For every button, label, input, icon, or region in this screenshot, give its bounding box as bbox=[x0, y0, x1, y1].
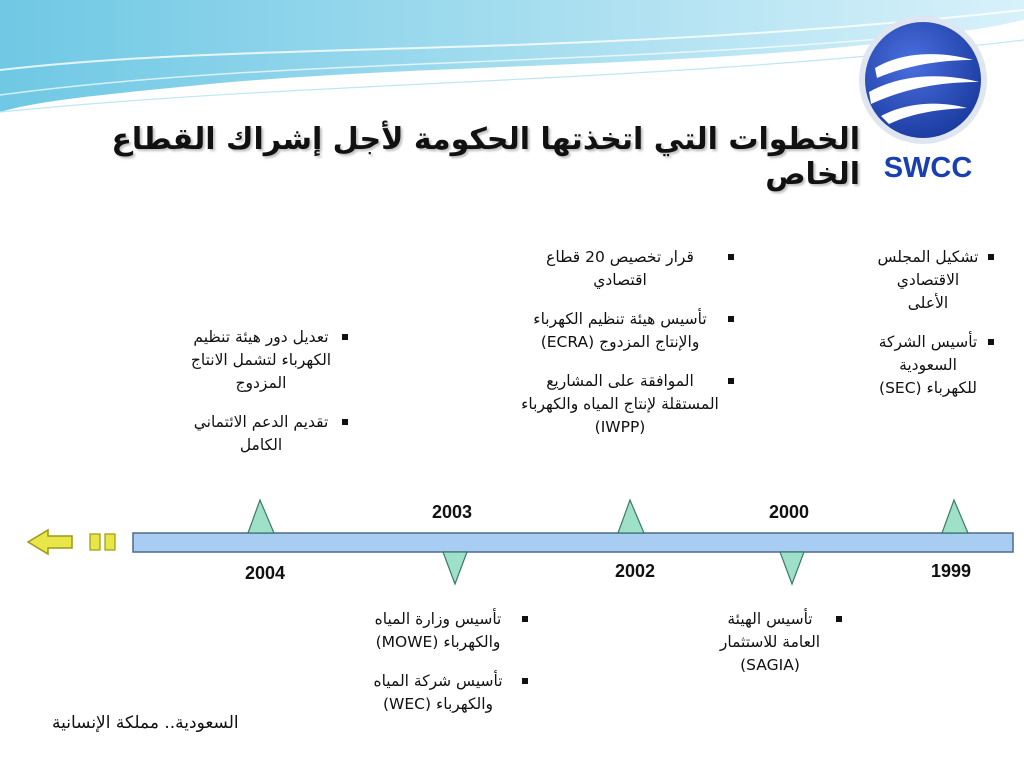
timeline-bar bbox=[133, 533, 1013, 552]
events-1999 bbox=[876, 246, 980, 416]
marker-2004 bbox=[248, 500, 274, 533]
event-item: تعديل دور هيئة تنظيم الكهرباء لتشمل الانتاج المزدوج bbox=[188, 326, 334, 395]
event-item: الموافقة على المشاريع المستقلة لإنتاج المياه والكهرباء (IWPP) bbox=[520, 370, 720, 439]
event-item: تأسيس الشركة السعودية للكهرباء (SEC) bbox=[876, 331, 980, 400]
events-2003 bbox=[362, 608, 514, 732]
square-marker-2 bbox=[105, 534, 115, 550]
year-2003: 2003 bbox=[432, 502, 473, 522]
event-item: تشكيل المجلس الاقتصادي الأعلى bbox=[876, 246, 980, 315]
slide-title: الخطوات التي اتخذتها الحكومة لأجل إشراك القطاع الخاص bbox=[111, 122, 860, 192]
marker-2002 bbox=[618, 500, 644, 533]
event-item: تأسيس شركة المياه والكهرباء (WEC) bbox=[362, 670, 514, 716]
events-2000 bbox=[712, 608, 828, 693]
event-item: تأسيس هيئة تنظيم الكهرباء والإنتاج المزدوج (ECRA) bbox=[520, 308, 720, 354]
year-2000: 2000 bbox=[769, 502, 810, 522]
events-2002 bbox=[520, 246, 720, 455]
events-2004 bbox=[188, 326, 334, 473]
slide-footer: السعودية.. مملكة الإنسانية bbox=[52, 713, 239, 733]
marker-1999 bbox=[942, 500, 968, 533]
event-item: تقديم الدعم الائتماني الكامل bbox=[188, 411, 334, 457]
marker-2000 bbox=[780, 552, 804, 584]
marker-2003 bbox=[443, 552, 467, 584]
year-2004: 2004 bbox=[245, 563, 286, 583]
year-1999: 1999 bbox=[931, 561, 972, 581]
logo-text: SWCC bbox=[883, 152, 973, 184]
event-item: تأسيس الهيئة العامة للاستثمار (SAGIA) bbox=[712, 608, 828, 677]
square-marker-1 bbox=[90, 534, 100, 550]
left-arrow-icon bbox=[28, 530, 72, 554]
event-item: تأسيس وزارة المياه والكهرباء (MOWE) bbox=[362, 608, 514, 654]
event-item: قرار تخصيص 20 قطاع اقتصادي bbox=[520, 246, 720, 292]
year-2002: 2002 bbox=[615, 561, 656, 581]
